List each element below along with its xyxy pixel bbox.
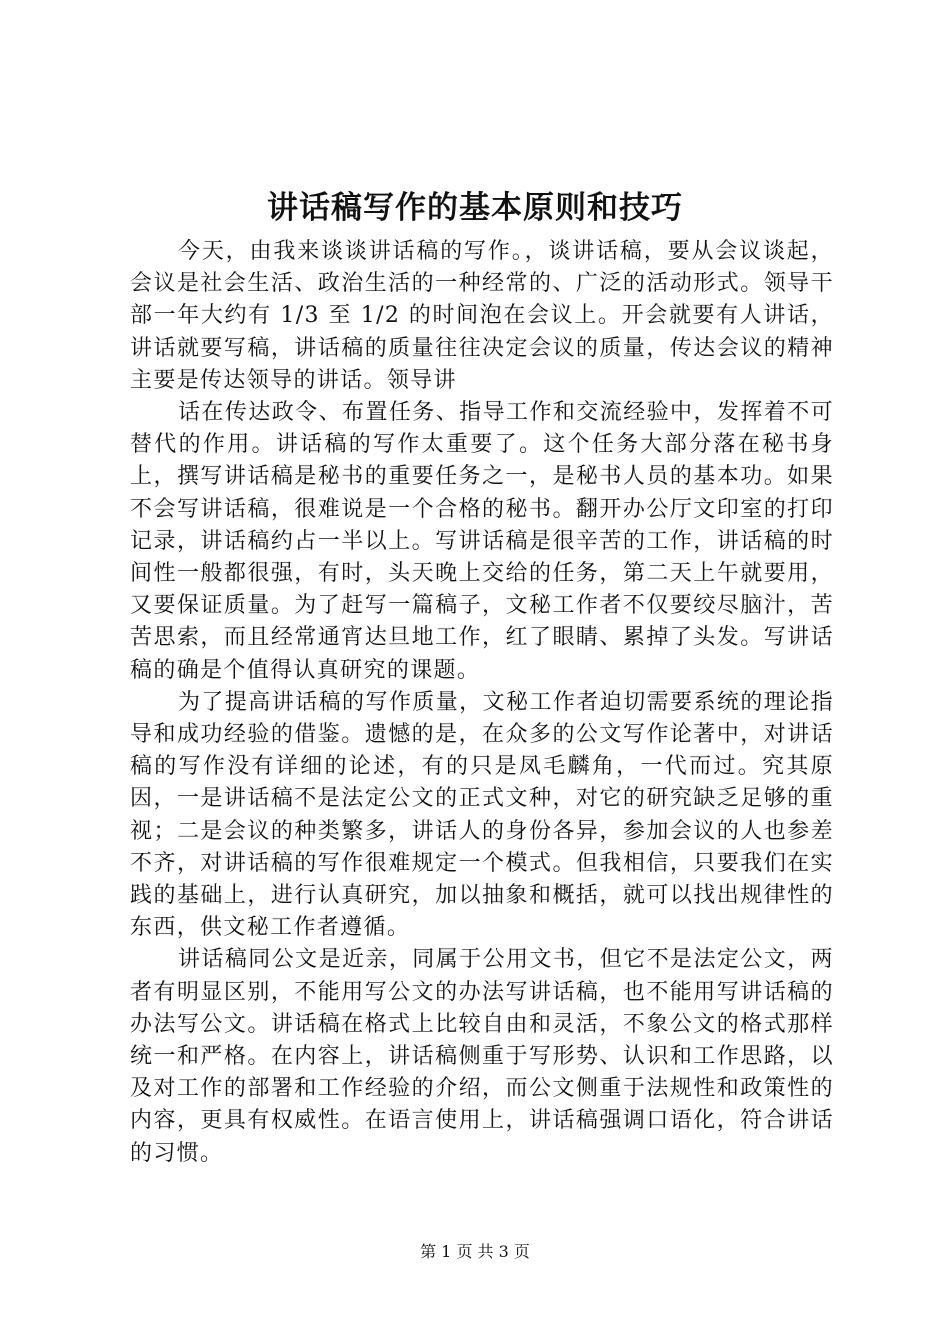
paragraph-3: 为了提高讲话稿的写作质量，文秘工作者迫切需要系统的理论指导和成功经验的借鉴。遗憾的是，在众多的公文写作论著中，对讲话稿的写作没有详细的论述，有的只是凤毛麟角，一代而过。究其原因，一是讲话稿不是法定公文的正式文种，对它的研究缺乏足够的重视；二是会议的种类繁多，讲话人的身份各异，参加会议的人也参差不齐，对讲话稿的写作很难规定一个模式。但我相信，只要我们在实践的基础上，进行认真研究，加以抽象和概括，就可以找出规律性的东西，供文秘工作者遵循。 xyxy=(130,689,834,941)
document-body xyxy=(130,236,834,1170)
paragraph-2: 话在传达政令、布置任务、指导工作和交流经验中，发挥着不可替代的作用。讲话稿的写作太重要了。这个任务大部分落在秘书身上，撰写讲话稿是秘书的重要任务之一，是秘书人员的基本功。如果不会写讲话稿，很难说是一个合格的秘书。翻开办公厅文印室的打印记录，讲话稿约占一半以上。写讲话稿是很辛苦的工作，讲话稿的时间性一般都很强，有时，头天晚上交给的任务，第二天上午就要用，又要保证质量。为了赶写一篇稿子，文秘工作者不仅要绞尽脑汁，苦苦思索，而且经常通宵达旦地工作，红了眼睛、累掉了头发。写讲话稿的确是个值得认真研究的课题。 xyxy=(130,400,834,683)
document-title: 讲话稿写作的基本原则和技巧 xyxy=(267,190,683,226)
paragraph-1: 今天，由我来谈谈讲话稿的写作。，谈讲话稿，要从会议谈起，会议是社会生活、政治生活的一种经常的、广泛的活动形式。领导干部一年大约有 1/3 至 1/2 的时间泡在会议上。开会就要有人讲话，讲话就要写稿，讲话稿的质量往往决定会议的质量，传达会议的精神主要是传达领导的讲话。领导讲 xyxy=(130,239,834,393)
paragraph-4: 讲话稿同公文是近亲，同属于公用文书，但它不是法定公文，两者有明显区别，不能用写公文的办法写讲话稿，也不能用写讲话稿的办法写公文。讲话稿在格式上比较自由和灵活，不象公文的格式那样统一和严格。在内容上，讲话稿侧重于写形势、认识和工作思路，以及对工作的部署和工作经验的介绍，而公文侧重于法规性和政策性的内容，更具有权威性。在语言使用上，讲话稿强调口语化，符合讲话的习惯。 xyxy=(130,947,834,1166)
page-footer: 第 1 页 共 3 页 xyxy=(420,1242,530,1261)
